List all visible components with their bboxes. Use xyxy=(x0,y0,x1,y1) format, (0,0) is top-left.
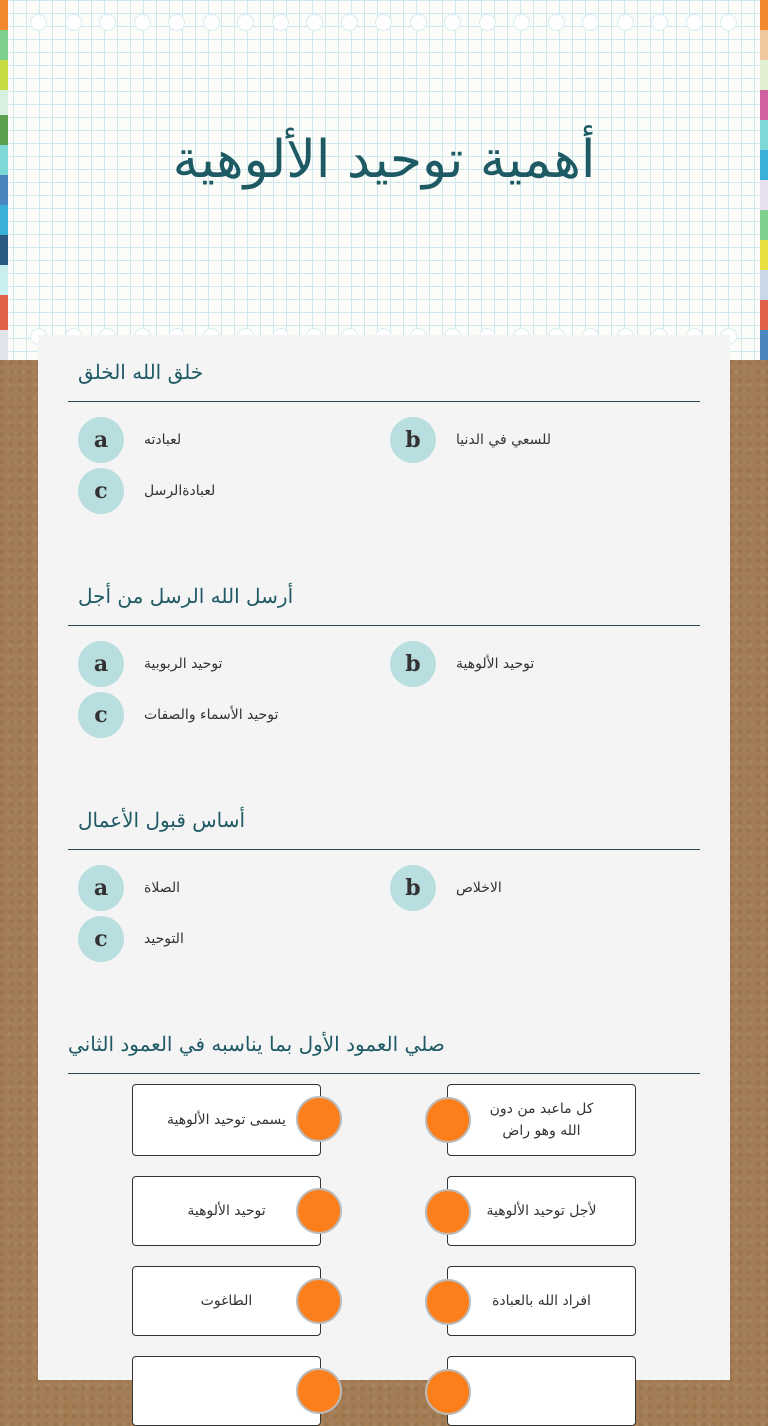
notebook-holes xyxy=(30,14,737,31)
hole xyxy=(686,14,703,31)
match-connector-left[interactable] xyxy=(296,1096,342,1142)
hole xyxy=(479,14,496,31)
match-connector-left[interactable] xyxy=(296,1188,342,1234)
hole xyxy=(651,14,668,31)
option-letter-badge: b xyxy=(390,417,436,463)
option-letter-badge: c xyxy=(78,468,124,514)
option-letter-badge: c xyxy=(78,916,124,962)
answer-option-c[interactable] xyxy=(78,468,215,514)
divider xyxy=(68,625,700,626)
header-banner xyxy=(0,0,768,360)
hole xyxy=(99,14,116,31)
answer-option-b[interactable] xyxy=(390,417,551,463)
hole xyxy=(375,14,392,31)
match-right-item[interactable]: افراد الله بالعبادة xyxy=(447,1266,636,1336)
divider xyxy=(68,1073,700,1074)
hole xyxy=(720,14,737,31)
match-connector-right[interactable] xyxy=(425,1279,471,1325)
match-left-item[interactable]: الطاغوت xyxy=(132,1266,321,1336)
hole xyxy=(548,14,565,31)
match-left-item[interactable] xyxy=(132,1356,321,1426)
divider xyxy=(68,849,700,850)
option-text: توحيد الربوبية xyxy=(144,656,223,672)
hole xyxy=(134,14,151,31)
match-right-item[interactable]: كل ماعبد من دون الله وهو راض xyxy=(447,1084,636,1156)
answer-option-c[interactable] xyxy=(78,692,278,738)
match-connector-left[interactable] xyxy=(296,1278,342,1324)
option-text: توحيد الألوهية xyxy=(456,656,535,672)
hole xyxy=(410,14,427,31)
hole xyxy=(582,14,599,31)
answer-option-c[interactable] xyxy=(78,916,184,962)
answer-option-b[interactable] xyxy=(390,641,534,687)
hole xyxy=(65,14,82,31)
hole xyxy=(341,14,358,31)
option-text: التوحيد xyxy=(144,931,184,947)
hole xyxy=(617,14,634,31)
question-title: أساس قبول الأعمال xyxy=(78,808,246,832)
page-title: أهمية توحيد الألوهية xyxy=(172,130,596,190)
match-connector-left[interactable] xyxy=(296,1368,342,1414)
option-text: توحيد الأسماء والصفات xyxy=(144,707,279,723)
hole xyxy=(306,14,323,31)
answer-option-b[interactable] xyxy=(390,865,502,911)
hole xyxy=(272,14,289,31)
match-right-item[interactable] xyxy=(447,1356,636,1426)
match-connector-right[interactable] xyxy=(425,1097,471,1143)
hole xyxy=(444,14,461,31)
question-title: أرسل الله الرسل من أجل xyxy=(78,584,294,608)
option-text: لعبادته xyxy=(144,432,182,448)
option-text: للسعي في الدنيا xyxy=(456,432,551,448)
hole xyxy=(168,14,185,31)
option-letter-badge: b xyxy=(390,865,436,911)
hole xyxy=(30,14,47,31)
match-left-item[interactable]: توحيد الألوهية xyxy=(132,1176,321,1246)
worksheet-card xyxy=(38,335,730,1380)
option-letter-badge: a xyxy=(78,865,124,911)
question-title: خلق الله الخلق xyxy=(78,360,204,384)
answer-option-a[interactable] xyxy=(78,641,222,687)
option-letter-badge: b xyxy=(390,641,436,687)
hole xyxy=(237,14,254,31)
hole xyxy=(203,14,220,31)
option-text: الصلاة xyxy=(144,880,180,896)
option-text: لعبادةالرسل xyxy=(144,483,216,499)
match-left-item[interactable]: يسمى توحيد الألوهية xyxy=(132,1084,321,1156)
option-text: الاخلاص xyxy=(456,880,502,896)
match-connector-right[interactable] xyxy=(425,1189,471,1235)
match-connector-right[interactable] xyxy=(425,1369,471,1415)
answer-option-a[interactable] xyxy=(78,417,181,463)
option-letter-badge: a xyxy=(78,417,124,463)
hole xyxy=(513,14,530,31)
match-right-item[interactable]: لأجل توحيد الألوهية xyxy=(447,1176,636,1246)
divider xyxy=(68,401,700,402)
question-title: صلي العمود الأول بما يناسبه في العمود الثاني xyxy=(68,1032,445,1056)
answer-option-a[interactable] xyxy=(78,865,180,911)
option-letter-badge: a xyxy=(78,641,124,687)
option-letter-badge: c xyxy=(78,692,124,738)
